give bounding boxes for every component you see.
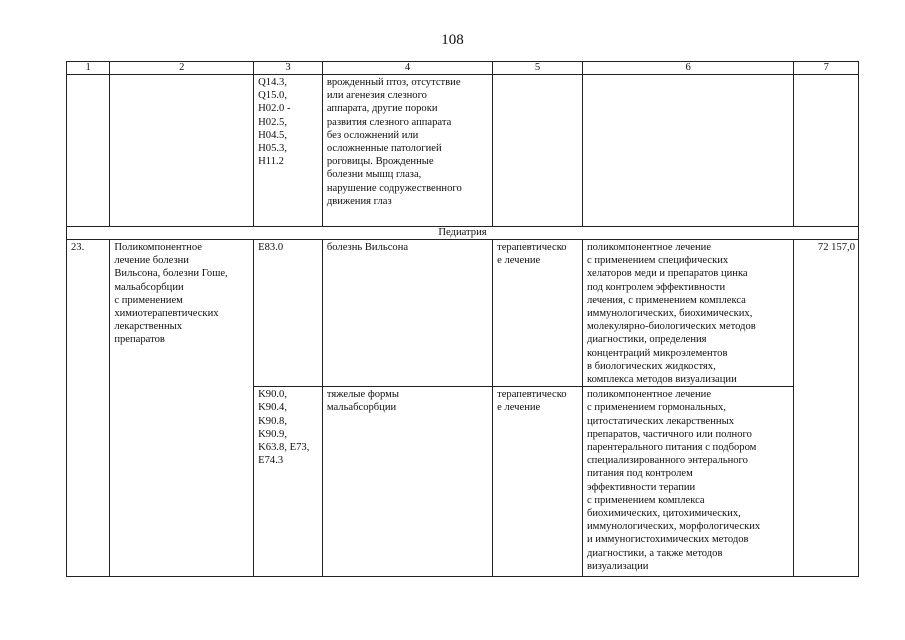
column-header: 5 bbox=[493, 62, 583, 75]
text-line: лекарственных bbox=[114, 321, 183, 333]
text-line: мальабсорбции bbox=[326, 402, 397, 414]
text-line: цитостатических лекарственных bbox=[586, 415, 735, 427]
name-cell bbox=[110, 75, 254, 227]
text-line: Вильсона, болезни Гоше, bbox=[114, 268, 228, 280]
codes-cell bbox=[254, 240, 323, 387]
text-line: химиотерапевтических bbox=[114, 308, 219, 320]
text-line: H11.2 bbox=[258, 156, 284, 168]
text-line: хелаторов меди и препаратов цинка bbox=[586, 268, 748, 280]
text-line: лечение болезни bbox=[114, 255, 189, 267]
text-line: K63.8, E73, bbox=[258, 442, 310, 454]
text-line: тяжелые формы bbox=[326, 389, 399, 401]
text-line: мальабсорбции bbox=[114, 281, 184, 293]
text-line: биохимических, цитохимических, bbox=[586, 508, 741, 520]
text-line: K90.8, bbox=[258, 415, 287, 427]
text-line: лечения, с применением комплекса bbox=[586, 294, 746, 306]
text-line: с применением комплекса bbox=[586, 494, 705, 506]
text-line: H04.5, bbox=[258, 129, 287, 141]
text-line: развития слезного аппарата bbox=[326, 116, 452, 128]
text-line: концентраций микроэлементов bbox=[586, 347, 728, 359]
method-cell bbox=[582, 75, 793, 227]
text-line: в биологических жидкостях, bbox=[586, 360, 716, 372]
table-row bbox=[67, 240, 859, 387]
codes-cell bbox=[254, 75, 323, 227]
text-line: иммунологических, морфологических bbox=[586, 521, 761, 533]
condition-cell bbox=[322, 240, 492, 387]
text-line: поликомпонентное лечение bbox=[586, 242, 712, 253]
text-line: H02.0 - bbox=[258, 103, 291, 115]
text-line: с применением специфических bbox=[586, 255, 729, 267]
column-header: 6 bbox=[582, 62, 793, 75]
column-header: 1 bbox=[67, 62, 110, 75]
text-line: иммунологических, биохимических, bbox=[586, 308, 753, 320]
condition-cell bbox=[322, 75, 492, 227]
text-line: визуализации bbox=[586, 560, 649, 572]
text-line: парентерального питания с подбором bbox=[586, 442, 757, 454]
text-line: аппарата, другие пороки bbox=[326, 103, 438, 115]
text-line: терапевтическо bbox=[497, 389, 567, 401]
method-cell bbox=[582, 240, 793, 387]
column-header: 4 bbox=[322, 62, 492, 75]
method-cell bbox=[582, 387, 793, 577]
treatment-type-cell bbox=[493, 240, 583, 387]
price-cell bbox=[794, 75, 859, 227]
text-line: эффективности терапии bbox=[586, 481, 696, 493]
text-line: роговицы. Врожденные bbox=[326, 156, 434, 168]
medical-care-table bbox=[66, 61, 859, 577]
text-line: комплекса методов визуализации bbox=[586, 374, 737, 386]
text-line: молекулярно-биологических методов bbox=[586, 321, 756, 333]
text-line: препаратов, частичного или полного bbox=[586, 428, 752, 440]
text-line: Q15.0, bbox=[258, 90, 287, 102]
text-line: H02.5, bbox=[258, 116, 287, 128]
text-line: K90.0, bbox=[258, 389, 287, 401]
page-number: 108 bbox=[441, 32, 464, 48]
text-line: терапевтическо bbox=[497, 242, 567, 253]
text-line: E74.3 bbox=[258, 455, 284, 467]
text-line: е лечение bbox=[497, 255, 541, 267]
text-line: H05.3, bbox=[258, 143, 287, 155]
text-line: под контролем эффективности bbox=[586, 281, 726, 293]
text-line: диагностики, определения bbox=[586, 334, 707, 346]
treatment-type-cell bbox=[493, 75, 583, 227]
care-name-cell bbox=[110, 240, 254, 577]
text-line: осложненные патологией bbox=[326, 143, 442, 155]
column-header: 2 bbox=[110, 62, 254, 75]
text-line: нарушение содружественного bbox=[326, 182, 462, 194]
text-line: с применением bbox=[114, 294, 183, 306]
codes-cell bbox=[254, 387, 323, 577]
text-line: питания под контролем bbox=[586, 468, 693, 480]
text-line: с применением гормональных, bbox=[586, 402, 726, 414]
text-line: специализированного энтерального bbox=[586, 455, 748, 467]
row-number: 23. bbox=[67, 240, 110, 577]
text-line: Q14.3, bbox=[258, 77, 287, 88]
text-line: и иммуногистохимических методов bbox=[586, 534, 749, 546]
price-cell: 72 157,0 bbox=[794, 240, 859, 577]
condition-cell bbox=[322, 387, 492, 577]
number-cell bbox=[67, 75, 110, 227]
text-line: е лечение bbox=[497, 402, 541, 414]
column-number-row bbox=[67, 62, 859, 75]
column-header: 3 bbox=[254, 62, 323, 75]
text-line: Поликомпонентное bbox=[114, 242, 202, 253]
text-line: диагностики, а также методов bbox=[586, 547, 723, 559]
text-line: врожденный птоз, отсутствие bbox=[326, 77, 461, 88]
section-title: Педиатрия bbox=[67, 227, 859, 240]
text-line: K90.4, bbox=[258, 402, 287, 414]
column-header: 7 bbox=[794, 62, 859, 75]
text-line: поликомпонентное лечение bbox=[586, 389, 712, 401]
text-line: или агенезия слезного bbox=[326, 90, 427, 102]
text-line: препаратов bbox=[114, 334, 165, 346]
section-row bbox=[67, 227, 859, 240]
text-line: K90.9, bbox=[258, 428, 287, 440]
text-line: болезнь Вильсона bbox=[326, 242, 409, 253]
text-line: болезни мышц глаза, bbox=[326, 169, 422, 181]
text-line: без осложнений или bbox=[326, 129, 419, 141]
continued-row bbox=[67, 75, 859, 227]
text-line: движения глаз bbox=[326, 195, 392, 207]
text-line: E83.0 bbox=[258, 242, 284, 253]
treatment-type-cell bbox=[493, 387, 583, 577]
